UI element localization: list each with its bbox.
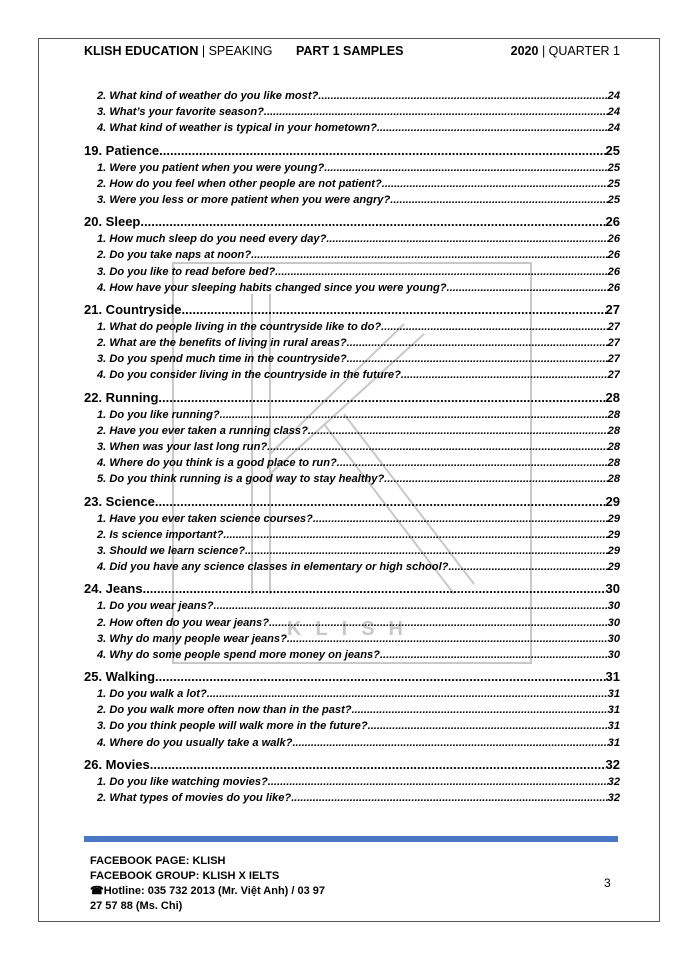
toc-page-number: 25 (605, 142, 620, 158)
toc-section-entry[interactable] (84, 493, 620, 511)
toc-entry-title: 20. Sleep (84, 214, 141, 230)
toc-entry-title: 2. What types of movies do you like? (97, 792, 292, 804)
toc-page-number: 29 (607, 512, 620, 525)
toc-question-entry[interactable] (84, 231, 620, 247)
toc-page-number: 31 (607, 688, 620, 701)
toc-page-number: 25 (607, 177, 620, 190)
header-brand: KLISH EDUCATION (84, 44, 199, 58)
toc-dot-leader (155, 668, 605, 686)
toc-entry-title: 2. How do you feel when other people are not patient? (97, 177, 382, 190)
toc-entry-title: 4. What kind of weather is typical in your hometown? (97, 122, 377, 135)
toc-question-entry[interactable] (84, 647, 620, 663)
toc-section-entry[interactable] (84, 389, 620, 407)
toc-dot-leader (275, 264, 608, 280)
toc-page-number: 27 (605, 301, 620, 317)
toc-page-number: 30 (605, 581, 620, 597)
toc-question-entry[interactable] (84, 423, 620, 439)
toc-entry-title: 21. Countryside (84, 301, 182, 317)
toc-entry-title: 24. Jeans (84, 581, 143, 597)
toc-dot-leader (401, 367, 608, 383)
toc-dot-leader (326, 231, 607, 247)
toc-page-number: 26 (607, 265, 620, 278)
toc-question-entry[interactable] (84, 176, 620, 192)
toc-dot-leader (158, 389, 605, 407)
toc-entry-title: 25. Walking (84, 669, 156, 685)
toc-question-entry[interactable] (84, 527, 620, 543)
toc-entry-title: 1. Have you ever taken science courses? (97, 512, 313, 525)
toc-page-number: 28 (607, 457, 620, 470)
toc-page-number: 30 (607, 616, 620, 629)
footer-facebook-page: FACEBOOK PAGE: KLISH (90, 855, 226, 867)
toc-section-entry[interactable] (84, 213, 620, 231)
toc-page-number: 24 (607, 90, 620, 102)
footer-accent-bar (84, 836, 618, 842)
toc-dot-leader (268, 774, 608, 790)
toc-dot-leader (245, 543, 608, 559)
toc-entry-title: 5. Do you think running is a good way to stay healthy? (97, 473, 385, 486)
toc-entry-title: 2. Do you take naps at noon? (97, 249, 252, 262)
toc-entry-title: 2. How often do you wear jeans? (97, 616, 269, 629)
toc-dot-leader (264, 104, 608, 120)
toc-dot-leader (448, 559, 607, 575)
toc-page-number: 28 (607, 441, 620, 453)
toc-entry-title: 4. Did you have any science classes in elementary or high school? (97, 561, 449, 574)
toc-entry-title: 19. Patience (84, 142, 160, 158)
toc-dot-leader (143, 580, 606, 598)
toc-question-entry[interactable] (84, 702, 620, 718)
toc-question-entry[interactable] (84, 615, 620, 631)
toc-dot-leader (377, 120, 608, 136)
toc-page-number: 26 (607, 249, 620, 262)
toc-question-entry[interactable] (84, 120, 620, 136)
toc-dot-leader (182, 301, 606, 319)
toc-page-number: 29 (607, 561, 620, 574)
toc-page-number: 29 (605, 493, 620, 509)
toc-question-entry[interactable] (84, 455, 620, 471)
toc-dot-leader (214, 598, 608, 614)
toc-entry-title: 4. Where do you think is a good place to run? (97, 457, 337, 470)
toc-entry-title: 1. Do you walk a lot? (97, 688, 207, 701)
toc-entry-title: 3. Do you spend much time in the countryside? (97, 353, 347, 366)
toc-page-number: 30 (607, 600, 620, 613)
toc-dot-leader (269, 615, 608, 631)
toc-question-entry[interactable] (84, 511, 620, 527)
toc-question-entry[interactable] (84, 774, 620, 790)
toc-question-entry[interactable] (84, 686, 620, 702)
toc-dot-leader (384, 471, 607, 487)
toc-page-number: 25 (607, 161, 620, 174)
toc-entry-title: 3. What’s your favorite season? (97, 106, 264, 119)
header-right (511, 44, 620, 58)
toc-section-entry[interactable] (84, 668, 620, 686)
toc-dot-leader (140, 213, 605, 231)
toc-question-entry[interactable] (84, 319, 620, 335)
toc-entry-title: 3. Were you less or more patient when you were angry? (97, 193, 391, 206)
toc-section-entry[interactable] (84, 756, 620, 774)
toc-question-entry[interactable] (84, 367, 620, 383)
toc-page-number: 25 (607, 193, 620, 206)
toc-question-entry[interactable] (84, 280, 620, 296)
toc-question-entry[interactable] (84, 790, 620, 806)
toc-entry-title: 3. Do you like to read before bed? (97, 265, 276, 278)
toc-entry-title: 4. Why do some people spend more money on jeans? (97, 648, 380, 661)
toc-entry-title: 4. How have your sleeping habits changed since you were young? (97, 281, 447, 294)
toc-page-number: 29 (607, 544, 620, 557)
toc-entry-title: 3. When was your last long run? (97, 441, 268, 453)
toc-question-entry[interactable] (84, 247, 620, 263)
toc-dot-leader (352, 702, 608, 718)
toc-dot-leader (291, 790, 607, 806)
toc-question-entry[interactable] (84, 471, 620, 487)
toc-page-number: 28 (605, 389, 620, 405)
toc-dot-leader (382, 176, 608, 192)
toc-dot-leader (380, 647, 608, 663)
toc-dot-leader (347, 335, 608, 351)
table-of-contents (84, 88, 620, 806)
toc-page-number: 32 (607, 775, 620, 788)
footer-contact (90, 854, 325, 914)
toc-entry-title: 1. Do you like running? (97, 408, 220, 421)
toc-question-entry[interactable] (84, 543, 620, 559)
toc-dot-leader (447, 280, 608, 296)
toc-entry-title: 3. Do you think people will walk more in the future? (97, 720, 368, 733)
toc-page-number: 32 (607, 792, 620, 804)
toc-dot-leader (318, 88, 607, 104)
toc-page-number: 27 (607, 353, 620, 366)
toc-question-entry[interactable] (84, 264, 620, 280)
toc-question-entry[interactable] (84, 598, 620, 614)
toc-dot-leader (337, 455, 608, 471)
toc-page-number: 32 (605, 756, 620, 772)
header-year: 2020 (510, 44, 539, 58)
toc-dot-leader (155, 493, 606, 511)
toc-dot-leader (267, 439, 608, 455)
page-header (84, 44, 620, 62)
toc-page-number: 30 (607, 648, 620, 661)
toc-dot-leader (347, 351, 608, 367)
toc-page-number: 27 (607, 369, 620, 382)
toc-entry-title: 2. Is science important? (97, 528, 224, 541)
header-title: PART 1 SAMPLES (296, 44, 404, 58)
toc-entry-title: 2. What kind of weather do you like most? (97, 90, 319, 102)
toc-dot-leader (381, 319, 608, 335)
toc-question-entry[interactable] (84, 351, 620, 367)
header-separator-2: | (541, 44, 546, 58)
toc-page-number: 28 (607, 473, 620, 486)
toc-dot-leader (220, 407, 608, 423)
toc-page-number: 26 (605, 214, 620, 230)
toc-entry-title: 4. Do you consider living in the countryside in the future? (97, 369, 401, 382)
toc-question-entry[interactable] (84, 335, 620, 351)
toc-dot-leader (390, 192, 607, 208)
toc-entry-title: 4. Where do you usually take a walk? (97, 736, 293, 749)
toc-entry-title: 1. Do you like watching movies? (97, 775, 268, 788)
toc-dot-leader (207, 686, 608, 702)
toc-page-number: 24 (607, 122, 620, 135)
footer-facebook-group: FACEBOOK GROUP: KLISH X IELTS (90, 870, 280, 882)
toc-dot-leader (159, 142, 605, 160)
toc-dot-leader (223, 527, 607, 543)
toc-dot-leader (308, 423, 608, 439)
toc-question-entry[interactable] (84, 718, 620, 734)
toc-question-entry[interactable] (84, 104, 620, 120)
toc-section-entry[interactable] (84, 301, 620, 319)
watermark-text: KLISH (287, 618, 417, 640)
toc-page-number: 30 (607, 632, 620, 645)
header-quarter: QUARTER 1 (548, 44, 620, 58)
toc-page-number: 28 (607, 408, 620, 421)
toc-dot-leader (251, 247, 608, 263)
toc-page-number: 28 (607, 424, 620, 437)
footer-hotline: ☎Hotline: 035 732 2013 (Mr. Việt Anh) / 03 97 (90, 885, 326, 897)
toc-section-entry[interactable] (84, 142, 620, 160)
footer-hotline-cont: 27 57 88 (Ms. Chi) (90, 900, 183, 912)
toc-page-number: 31 (607, 720, 620, 733)
toc-dot-leader (150, 756, 606, 774)
toc-entry-title: 1. Were you patient when you were young? (97, 161, 325, 174)
toc-entry-title: 3. Why do many people wear jeans? (97, 632, 287, 645)
toc-entry-title: 2. Do you walk more often now than in the past? (97, 704, 352, 717)
toc-dot-leader (287, 631, 608, 647)
header-section: SPEAKING (208, 44, 273, 58)
toc-page-number: 31 (607, 736, 620, 749)
header-left (84, 44, 273, 58)
toc-page-number: 26 (607, 233, 620, 246)
toc-question-entry[interactable] (84, 631, 620, 647)
page-number: 3 (604, 876, 611, 890)
toc-page-number: 29 (607, 528, 620, 541)
toc-page-number: 27 (607, 320, 620, 333)
toc-section-entry[interactable] (84, 580, 620, 598)
toc-entry-title: 1. How much sleep do you need every day? (97, 233, 327, 246)
toc-entry-title: 1. What do people living in the countryside like to do? (97, 320, 382, 333)
toc-page-number: 27 (607, 337, 620, 350)
toc-entry-title: 22. Running (84, 389, 159, 405)
toc-entry-title: 26. Movies (84, 756, 150, 772)
toc-question-entry[interactable] (84, 192, 620, 208)
toc-entry-title: 2. What are the benefits of living in rural areas? (97, 337, 347, 350)
toc-dot-leader (292, 735, 607, 751)
toc-page-number: 31 (607, 704, 620, 717)
toc-dot-leader (324, 160, 607, 176)
toc-question-entry[interactable] (84, 439, 620, 455)
toc-question-entry[interactable] (84, 407, 620, 423)
toc-page-number: 26 (607, 281, 620, 294)
toc-question-entry[interactable] (84, 735, 620, 751)
header-separator: | (201, 44, 206, 58)
toc-question-entry[interactable] (84, 160, 620, 176)
toc-question-entry[interactable] (84, 88, 620, 104)
toc-dot-leader (368, 718, 608, 734)
toc-entry-title: 3. Should we learn science? (97, 544, 245, 557)
toc-question-entry[interactable] (84, 559, 620, 575)
toc-entry-title: 2. Have you ever taken a running class? (97, 424, 308, 437)
toc-dot-leader (313, 511, 608, 527)
toc-page-number: 31 (605, 669, 620, 685)
toc-entry-title: 1. Do you wear jeans? (97, 600, 214, 613)
toc-entry-title: 23. Science (84, 493, 155, 509)
toc-page-number: 24 (607, 106, 620, 119)
